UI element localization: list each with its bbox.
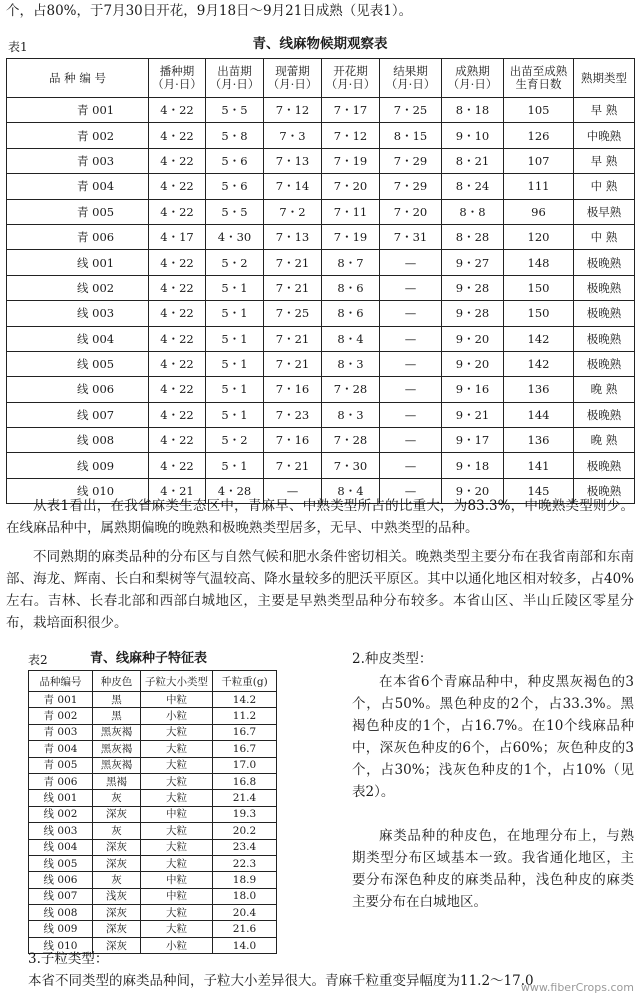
table1-cell: 8・4 [322, 326, 380, 351]
table1-cell: 线 007 [7, 402, 149, 427]
table1-cell: 7・3 [264, 123, 322, 148]
table1-row [7, 402, 635, 427]
table1-cell: 线 002 [7, 275, 149, 300]
table1-cell: 极晚熟 [574, 453, 635, 478]
table1-header-cell: 品 种 编 号 [7, 59, 149, 98]
table2-cell: 线 007 [29, 888, 93, 904]
table1-cell: 7・31 [380, 224, 442, 249]
table1-cell: 142 [504, 326, 574, 351]
table2-cell: 深灰 [93, 921, 141, 937]
table2-cell: 21.6 [213, 921, 277, 937]
table2-row [29, 724, 277, 740]
table1-cell: 120 [504, 224, 574, 249]
table1-row [7, 199, 635, 224]
table2-cell: 深灰 [93, 905, 141, 921]
table2-cell: 中粒 [141, 888, 213, 904]
table1-cell: 4・30 [206, 224, 264, 249]
table1-cell: 7・20 [322, 174, 380, 199]
table2-cell: 18.9 [213, 872, 277, 888]
table1-cell: — [380, 402, 442, 427]
table1-header-cell: 结果期 （月·日） [380, 59, 442, 98]
table1-cell: 7・25 [264, 301, 322, 326]
table1-cell: 4・22 [149, 174, 206, 199]
seed-coat-paragraph-2: 麻类品种的种皮色，在地理分布上，与熟期类型分布区域基本一致。我省通化地区，主要分布深色种皮的麻类品种，浅色种皮的麻类主要分布在白城地区。 [352, 828, 634, 910]
table1-cell: 7・29 [380, 148, 442, 173]
table1-header-cell: 成熟期 （月·日） [442, 59, 504, 98]
table2-cell: 中粒 [141, 872, 213, 888]
table1-cell: 141 [504, 453, 574, 478]
table2-cell: 22.3 [213, 855, 277, 871]
table1-cell: 8・21 [442, 148, 504, 173]
table2-cell: 大粒 [141, 741, 213, 757]
table2-cell: 青 003 [29, 724, 93, 740]
table1-cell: 9・10 [442, 123, 504, 148]
table1-cell: 中晚熟 [574, 123, 635, 148]
table2-cell: 线 001 [29, 790, 93, 806]
table1-cell: 144 [504, 402, 574, 427]
table2-cell: 20.4 [213, 905, 277, 921]
table1-cell: 4・22 [149, 301, 206, 326]
table1-row [7, 250, 635, 275]
table1-cell: 线 006 [7, 377, 149, 402]
table2-header-cell: 子粒大小类型 [141, 671, 213, 692]
table2-cell: 大粒 [141, 790, 213, 806]
table1-cell: 线 009 [7, 453, 149, 478]
table2-row [29, 921, 277, 937]
table1-cell: 4・22 [149, 123, 206, 148]
table1-cell: 晚 熟 [574, 377, 635, 402]
table1-cell: 极晚熟 [574, 478, 635, 503]
table2-cell: 线 006 [29, 872, 93, 888]
table1-cell: 极晚熟 [574, 301, 635, 326]
table2-cell: 深灰 [93, 855, 141, 871]
table2-cell: 18.0 [213, 888, 277, 904]
table1-cell: 7・19 [322, 148, 380, 173]
table1-cell: 7・21 [264, 453, 322, 478]
table2-cell: 大粒 [141, 823, 213, 839]
table1-cell: 青 003 [7, 148, 149, 173]
table1-cell: 7・16 [264, 428, 322, 453]
table1-cell: 7・13 [264, 148, 322, 173]
table2-row [29, 839, 277, 855]
table2-cell: 青 005 [29, 757, 93, 773]
table2-cell: 线 002 [29, 806, 93, 822]
table2-cell: 深灰 [93, 806, 141, 822]
table1-cell: — [380, 351, 442, 376]
table1-cell: 9・20 [442, 326, 504, 351]
table1-cell: 早 熟 [574, 98, 635, 123]
table1-cell: 极晚熟 [574, 326, 635, 351]
table1-cell: — [380, 428, 442, 453]
table1-cell: 9・18 [442, 453, 504, 478]
table2-row [29, 708, 277, 724]
table1-cell: 5・5 [206, 199, 264, 224]
table2-cell: 青 001 [29, 692, 93, 708]
table1-cell: 7・11 [322, 199, 380, 224]
table2-row [29, 855, 277, 871]
table1-cell: 7・28 [322, 377, 380, 402]
table2-cell: 19.3 [213, 806, 277, 822]
table2-cell: 线 008 [29, 905, 93, 921]
table1-row [7, 123, 635, 148]
table1-cell: 青 001 [7, 98, 149, 123]
table2-row [29, 773, 277, 789]
table1-cell: 7・19 [322, 224, 380, 249]
table1-header-cell: 开花期 （月·日） [322, 59, 380, 98]
table2-label: 表2 [28, 653, 48, 667]
table2-cell: 16.7 [213, 741, 277, 757]
table1-cell: 极晚熟 [574, 351, 635, 376]
table1-cell: 150 [504, 301, 574, 326]
table1-cell: 5・1 [206, 453, 264, 478]
table1-cell: 5・6 [206, 148, 264, 173]
table1-cell: 5・1 [206, 326, 264, 351]
table1-cell: 8・8 [442, 199, 504, 224]
table1-cell: — [380, 326, 442, 351]
table2-cell: 线 005 [29, 855, 93, 871]
phenology-table [6, 58, 635, 504]
table2-cell: 中粒 [141, 806, 213, 822]
table1-cell: 5・1 [206, 275, 264, 300]
table1-header-cell: 现蕾期 （月·日） [264, 59, 322, 98]
table1-cell: 7・23 [264, 402, 322, 427]
table1-cell: 4・22 [149, 199, 206, 224]
table1-row [7, 98, 635, 123]
table1-cell: 4・21 [149, 478, 206, 503]
table1-cell: 4・22 [149, 351, 206, 376]
table1-cell: 7・16 [264, 377, 322, 402]
table1-cell: 青 002 [7, 123, 149, 148]
table1-cell: 7・13 [264, 224, 322, 249]
table2-row [29, 905, 277, 921]
table1-header-cell: 出苗至成熟 生育日数 [504, 59, 574, 98]
table2-cell: 黑 [93, 692, 141, 708]
table1-cell: 4・22 [149, 428, 206, 453]
table1-cell: 极晚熟 [574, 402, 635, 427]
table1-cell: 5・1 [206, 351, 264, 376]
table1-cell: 4・22 [149, 326, 206, 351]
table1-cell: 8・3 [322, 351, 380, 376]
table1-cell: — [380, 478, 442, 503]
table1-cell: 136 [504, 428, 574, 453]
table1-cell: 105 [504, 98, 574, 123]
table1-cell: — [380, 275, 442, 300]
table2-row [29, 872, 277, 888]
table1-cell: 9・17 [442, 428, 504, 453]
table2-cell: 灰 [93, 823, 141, 839]
table1-cell: 7・21 [264, 250, 322, 275]
table1-cell: 9・27 [442, 250, 504, 275]
table1-cell: 7・21 [264, 351, 322, 376]
table1-header-cell: 出苗期 （月·日） [206, 59, 264, 98]
table1-cell: 极晚熟 [574, 275, 635, 300]
table2-cell: 线 003 [29, 823, 93, 839]
table2-cell: 20.2 [213, 823, 277, 839]
table1-cell: 7・14 [264, 174, 322, 199]
table1-cell: 8・28 [442, 224, 504, 249]
table1-cell: 5・1 [206, 301, 264, 326]
table1-cell: 7・30 [322, 453, 380, 478]
table1-cell: — [380, 453, 442, 478]
table1-cell: 早 熟 [574, 148, 635, 173]
table1-cell: 4・22 [149, 402, 206, 427]
table2-cell: 黑灰褐 [93, 724, 141, 740]
table1-cell: 7・20 [380, 199, 442, 224]
table1-cell: 9・20 [442, 351, 504, 376]
table2-row [29, 806, 277, 822]
top-text-line: 个，占80%，于7月30日开花，9月18日～9月21日成熟（见表1）。 [6, 3, 413, 19]
table1-cell: 7・2 [264, 199, 322, 224]
table1-row [7, 326, 635, 351]
table2-cell: 23.4 [213, 839, 277, 855]
paragraph-1: 从表1看出，在我省麻类生态区中，青麻早、中熟类型所占的比重大，为83.3%，中晚熟类型则少。在线麻品种中，属熟期偏晚的晚熟和极晚熟类型居多，无早、中熟类型的品种。 [6, 498, 634, 536]
table1-cell: 142 [504, 351, 574, 376]
table1-cell: 126 [504, 123, 574, 148]
table2-cell: 黑灰褐 [93, 741, 141, 757]
table1-row [7, 301, 635, 326]
bottom-text-line: 本省不同类型的麻类品种间，子粒大小差异很大。青麻千粒重变异幅度为11.2～17.0 [28, 973, 534, 989]
table1-cell: 中 熟 [574, 224, 635, 249]
table1-cell: 线 005 [7, 351, 149, 376]
table2-header-row [29, 671, 277, 692]
table2-cell: 大粒 [141, 757, 213, 773]
table1-cell: 7・12 [322, 123, 380, 148]
table1-cell: 7・21 [264, 275, 322, 300]
table1-row [7, 224, 635, 249]
site-watermark: www.fiberCrops.com [520, 981, 634, 994]
table1-cell: 4・22 [149, 453, 206, 478]
table1-row [7, 174, 635, 199]
table2-cell: 中粒 [141, 692, 213, 708]
table1-cell: 5・1 [206, 402, 264, 427]
table1-cell: 7・17 [322, 98, 380, 123]
table1-cell: 线 010 [7, 478, 149, 503]
table2-cell: 深灰 [93, 839, 141, 855]
table2-cell: 大粒 [141, 921, 213, 937]
table1-cell: 107 [504, 148, 574, 173]
table1-cell: 极晚熟 [574, 250, 635, 275]
table2-cell: 黑褐 [93, 773, 141, 789]
table1-label: 表1 [8, 40, 28, 54]
table1-cell: 8・6 [322, 301, 380, 326]
table1-cell: 4・17 [149, 224, 206, 249]
table2-title: 青、线麻种子特征表 [90, 651, 208, 666]
table1-cell: 极早熟 [574, 199, 635, 224]
table1-row [7, 453, 635, 478]
table2-cell: 线 010 [29, 937, 93, 953]
table2-cell: 14.0 [213, 937, 277, 953]
table1-cell: 5・2 [206, 250, 264, 275]
table1-cell: 4・22 [149, 98, 206, 123]
table1-cell: 晚 熟 [574, 428, 635, 453]
table1-cell: 7・28 [322, 428, 380, 453]
table1-cell: 9・28 [442, 275, 504, 300]
table1-cell: — [380, 250, 442, 275]
table2-cell: 大粒 [141, 773, 213, 789]
table1-cell: 线 001 [7, 250, 149, 275]
section-2-heading: 2.种皮类型： [352, 651, 433, 667]
table1-row [7, 428, 635, 453]
table2-row [29, 741, 277, 757]
table2-row [29, 790, 277, 806]
table2-cell: 线 004 [29, 839, 93, 855]
table2-cell: 16.7 [213, 724, 277, 740]
table1-cell: 青 005 [7, 199, 149, 224]
table1-row [7, 377, 635, 402]
table1-cell: 8・3 [322, 402, 380, 427]
seed-feature-table [28, 670, 277, 954]
table1-row [7, 275, 635, 300]
table1-cell: 青 006 [7, 224, 149, 249]
table2-row [29, 692, 277, 708]
table1-cell: 5・8 [206, 123, 264, 148]
table1-cell: 7・12 [264, 98, 322, 123]
table1-cell: 8・24 [442, 174, 504, 199]
table2-cell: 黑灰褐 [93, 757, 141, 773]
table2-row [29, 757, 277, 773]
table1-cell: 8・7 [322, 250, 380, 275]
table1-header-row [7, 59, 635, 98]
table1-cell: 9・16 [442, 377, 504, 402]
table1-cell: 5・1 [206, 377, 264, 402]
table1-cell: — [264, 478, 322, 503]
table2-cell: 线 009 [29, 921, 93, 937]
table1-row [7, 351, 635, 376]
table2-cell: 大粒 [141, 724, 213, 740]
table2-row [29, 823, 277, 839]
table1-cell: 8・18 [442, 98, 504, 123]
table1-cell: 9・28 [442, 301, 504, 326]
table2-cell: 青 002 [29, 708, 93, 724]
table1-cell: 线 008 [7, 428, 149, 453]
table1-header-cell: 播种期 （月·日） [149, 59, 206, 98]
table1-cell: — [380, 301, 442, 326]
table2-cell: 浅灰 [93, 888, 141, 904]
table2-cell: 16.8 [213, 773, 277, 789]
table1-cell: 8・6 [322, 275, 380, 300]
table1-cell: 150 [504, 275, 574, 300]
table1-cell: 4・22 [149, 377, 206, 402]
table1-cell: 8・4 [322, 478, 380, 503]
table1-cell: 4・22 [149, 275, 206, 300]
table1-cell: 中 熟 [574, 174, 635, 199]
table1-cell: 111 [504, 174, 574, 199]
table1-title: 青、线麻物候期观察表 [252, 36, 388, 52]
table2-cell: 14.2 [213, 692, 277, 708]
table1-cell: 青 004 [7, 174, 149, 199]
table2-cell: 青 004 [29, 741, 93, 757]
table1-cell: 5・5 [206, 98, 264, 123]
table2-cell: 青 006 [29, 773, 93, 789]
table1-cell: 线 003 [7, 301, 149, 326]
table1-cell: 148 [504, 250, 574, 275]
table1-cell: 96 [504, 199, 574, 224]
table1-cell: 8・15 [380, 123, 442, 148]
table1-cell: 5・6 [206, 174, 264, 199]
seed-coat-paragraph-1: 在本省6个青麻品种中，种皮黑灰褐色的3个，占50%。黑色种皮的2个，占33.3%。黑褐色种皮的1个，占16.7%。在10个线麻品种中，深灰色种皮的6个，占60%；灰色种皮的3个，占30%；浅灰色种皮的1个，占10%（见表2）。 [352, 674, 634, 800]
table2-cell: 11.2 [213, 708, 277, 724]
table1-row [7, 148, 635, 173]
section-3-heading: 3.子粒类型： [28, 951, 109, 967]
table2-header-cell: 种皮色 [93, 671, 141, 692]
table1-cell: 4・22 [149, 250, 206, 275]
table1-cell: 线 004 [7, 326, 149, 351]
table1-cell: 136 [504, 377, 574, 402]
table2-header-cell: 品种编号 [29, 671, 93, 692]
table2-cell: 小粒 [141, 708, 213, 724]
table2-cell: 黑 [93, 708, 141, 724]
table1-header-cell: 熟期类型 [574, 59, 635, 98]
table1-cell: 7・25 [380, 98, 442, 123]
table2-cell: 17.0 [213, 757, 277, 773]
paragraph-2: 不同熟期的麻类品种的分布区与自然气候和肥水条件密切相关。晚熟类型主要分布在我省南部和东南部、海龙、辉南、长白和梨树等气温较高、降水量较多的肥沃平原区。其中以通化地区相对较多，占40%左右。吉林、长春北部和西部白城地区，主要是早熟类型品种分布较多。本省山区、半山丘陵区零星分布，栽培面积很少。 [6, 549, 634, 631]
table2-cell: 小粒 [141, 937, 213, 953]
table1-cell: 145 [504, 478, 574, 503]
table2-header-cell: 千粒重(g) [213, 671, 277, 692]
table1-cell: 7・29 [380, 174, 442, 199]
table1-cell: 7・21 [264, 326, 322, 351]
table2-cell: 大粒 [141, 839, 213, 855]
table2-cell: 灰 [93, 790, 141, 806]
table1-cell: 5・2 [206, 428, 264, 453]
table1-cell: 4・22 [149, 148, 206, 173]
table1-cell: 9・21 [442, 402, 504, 427]
table2-cell: 大粒 [141, 905, 213, 921]
table2-cell: 21.4 [213, 790, 277, 806]
table1-cell: 4・28 [206, 478, 264, 503]
table2-cell: 大粒 [141, 855, 213, 871]
table2-cell: 深灰 [93, 937, 141, 953]
table2-cell: 灰 [93, 872, 141, 888]
table1-cell: — [380, 377, 442, 402]
table1-cell: 9・20 [442, 478, 504, 503]
table2-row [29, 888, 277, 904]
